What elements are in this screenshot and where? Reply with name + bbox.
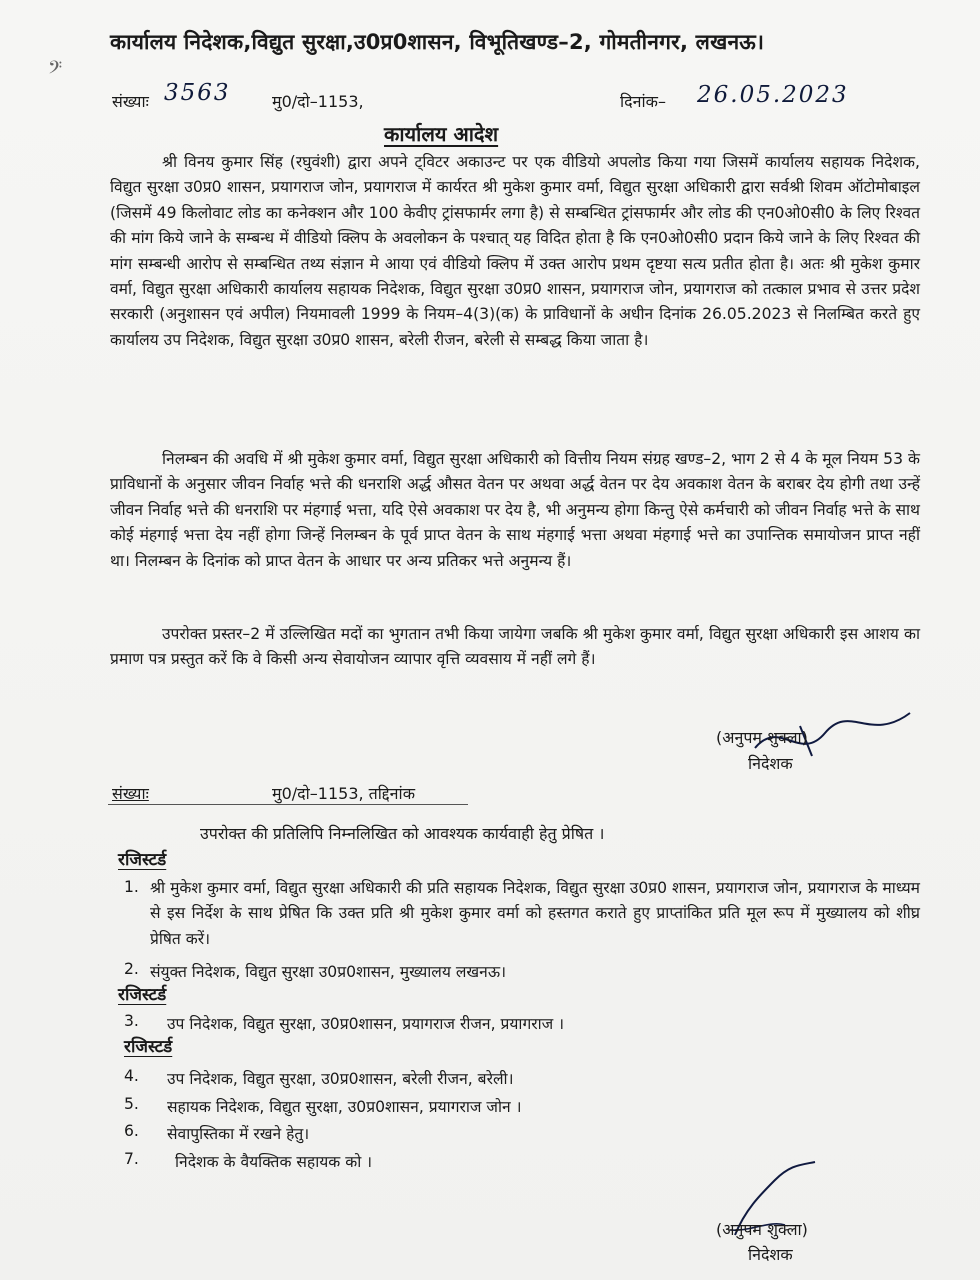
copy-ref-label: संख्याः: [112, 784, 149, 803]
signatory-1-designation: निदेशक: [748, 754, 793, 773]
copy-5-num: 5.: [124, 1095, 139, 1113]
copy-4-num: 4.: [124, 1067, 139, 1085]
signatory-2-designation: निदेशक: [748, 1245, 793, 1264]
copy-1-text: श्री मुकेश कुमार वर्मा, विद्युत सुरक्षा अधिकारी की प्रति सहायक निदेशक, विद्युत सुरक्षा उ0प्र0 शासन, प्रयागराज जोन, प्रयागराज के माध्यम से इस निर्देश के साथ प्रेषित कि उक्त प्रति श्री मुकेश कुमार वर्मा को हस्तगत कराते हुए प्राप्तांकित प्रति मूल रूप में मुख्यालय को शीघ्र प्रेषित करें।: [150, 879, 920, 948]
copy-3-text: उप निदेशक, विद्युत सुरक्षा, उ0प्र0शासन, प्रयागराज रीजन, प्रयागराज ।: [167, 1015, 565, 1033]
paragraph-2: निलम्बन की अवधि में श्री मुकेश कुमार वर्मा, विद्युत सुरक्षा अधिकारी को वित्तीय नियम संग्रह खण्ड–2, भाग 2 से 4 के मूल नियम 53 के प्राविधानों के अनुसार जीवन निर्वाह भत्ते की धनराशि अर्द्ध औसत वेतन पर अथवा अर्द्ध वेतन पर देय अवकाश वेतन के बराबर देय होगी तथा उन्हें जीवन निर्वाह भत्ते की धनराशि पर मंहगाई भत्ता, यदि ऐसे अवकाश पर देय है, भी अनुमन्य होगा किन्तु ऐसे कर्मचारी को जीवन निर्वाह भत्ते के साथ कोई मंहगाई भत्ता देय नहीं होगा जिन्हें निलम्बन के पूर्व प्राप्त वेतन के साथ मंहगाई भत्ता अथवा मंहगाई भत्ते का उपान्तिक समायोजन प्राप्त नहीं था। निलम्बन के दिनांक को प्राप्त वेतन के आधार पर अन्य प्रतिकर भत्ते अनुमन्य हैं।: [110, 450, 920, 570]
registered-label-2: रजिस्टर्ड: [118, 985, 167, 1005]
copy-7-num: 7.: [124, 1150, 139, 1168]
ref-code: मु0/दो–1153,: [272, 92, 364, 111]
registered-label-3: रजिस्टर्ड: [124, 1037, 173, 1057]
ref-number: 3563: [164, 80, 231, 106]
office-header: कार्यालय निदेशक,विद्युत सुरक्षा,उ0प्र0शासन, विभूतिखण्ड–2, गोमतीनगर, लखनऊ।: [110, 30, 765, 54]
copy-ref-code: मु0/दो–1153, तद्दिनांक: [272, 784, 415, 803]
copy-6-num: 6.: [124, 1122, 139, 1140]
copy-1-num: 1.: [124, 878, 139, 896]
copy-intro: उपरोक्त की प्रतिलिपि निम्नलिखित को आवश्यक कार्यवाही हेतु प्रेषित ।: [200, 824, 605, 843]
paragraph-1: श्री विनय कुमार सिंह (रघुवंशी) द्वारा अपने ट्विटर अकाउन्ट पर एक वीडियो अपलोड किया गया जिसमें कार्यालय सहायक निदेशक, विद्युत सुरक्षा उ0प्र0 शासन, प्रयागराज जोन, प्रयागराज में कार्यरत श्री मुकेश कुमार वर्मा, विद्युत सुरक्षा अधिकारी द्वारा सर्वश्री शिवम ऑटोमोबाइल (जिसमें 49 किलोवाट लोड का कनेक्शन और 100 केवीए ट्रांसफार्मर लगा है) से सम्बन्धित ट्रांसफार्मर और लोड की एन0ओ0सी0 के लिए रिश्वत की मांग किये जाने के सम्बन्ध में वीडियो क्लिप के अवलोकन के पश्चात् यह विदित होता है कि एन0ओ0सी0 प्रदान किये जाने के लिए रिश्वत की मांग सम्बन्धी आरोप से सम्बन्धित तथ्य संज्ञान मे आया एवं वीडियो क्लिप में उक्त आरोप प्रथम दृष्टया सत्य प्रतीत होता है। अतः श्री मुकेश कुमार वर्मा, विद्युत सुरक्षा अधिकारी कार्यालय सहायक निदेशक, विद्युत सुरक्षा उ0प्र0 शासन, प्रयागराज जोन, प्रयागराज को तत्काल प्रभाव से उत्तर प्रदेश सरकारी (अनुशासन एवं अपील) नियमावली 1999 के नियम–4(3)(क) के प्राविधानों के अधीन दिनांक 26.05.2023 से निलम्बित करते हुए कार्यालय उप निदेशक, विद्युत सुरक्षा उ0प्र0 शासन, बरेली रीजन, बरेली से सम्बद्ध किया जाता है।: [110, 153, 920, 349]
copy-3-num: 3.: [124, 1012, 139, 1030]
paragraph-3: उपरोक्त प्रस्तर–2 में उल्लिखित मदों का भुगतान तभी किया जायेगा जबकि श्री मुकेश कुमार वर्मा, विद्युत सुरक्षा अधिकारी इस आशय का प्रमाण पत्र प्रस्तुत करें कि वे किसी अन्य सेवायोजन व्यापार वृत्ति व्यवसाय में नहीं लगे हैं।: [110, 625, 920, 669]
page-title: कार्यालय आदेश: [384, 122, 499, 146]
copy-2-num: 2.: [124, 960, 139, 978]
copy-4-text: उप निदेशक, विद्युत सुरक्षा, उ0प्र0शासन, बरेली रीजन, बरेली।: [167, 1070, 514, 1088]
order-date: 26.05.2023: [697, 82, 849, 108]
copy-ref-rule: [108, 804, 468, 805]
signatory-2-name: (अनुपम शुक्ला): [716, 1220, 808, 1239]
signatory-1-name: (अनुपम शुक्ला): [716, 728, 808, 747]
copy-5-text: सहायक निदेशक, विद्युत सुरक्षा, उ0प्र0शासन, प्रयागराज जोन ।: [167, 1098, 522, 1116]
registered-label-1: रजिस्टर्ड: [118, 850, 167, 870]
ref-label: संख्याः: [112, 92, 149, 111]
copy-6-text: सेवापुस्तिका में रखने हेतु।: [167, 1125, 310, 1143]
date-label: दिनांक–: [620, 92, 666, 111]
copy-2-text: संयुक्त निदेशक, विद्युत सुरक्षा उ0प्र0शासन, मुख्यालय लखनऊ।: [150, 963, 506, 981]
scan-mark-icon: 𝄢: [48, 58, 63, 83]
copy-7-text: निदेशक के वैयक्तिक सहायक को ।: [175, 1153, 373, 1171]
